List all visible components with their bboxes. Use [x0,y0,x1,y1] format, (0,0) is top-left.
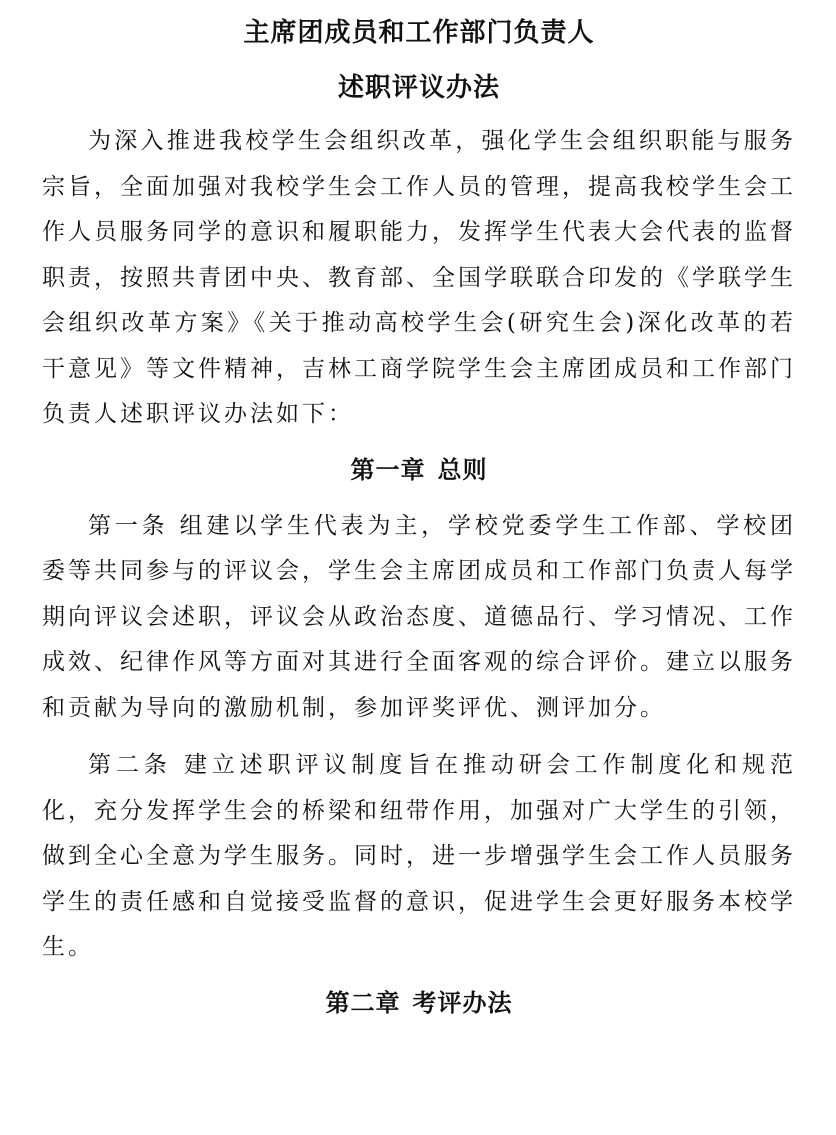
document-title-line-1: 主席团成员和工作部门负责人 [243,18,595,48]
document-title-line-2: 述职评议办法 [337,73,500,103]
chapter-2-name: 考评办法 [412,988,513,1017]
article-1-paragraph: 第一条 组建以学生代表为主，学校党委学生工作部、学校团委等共同参与的评议会，学生会主席团成员和工作部门负责人每学期向评议会述职，评议会从政治态度、道德品行、学习情况、工作成效、纪律作风等方面对其进行全面客观的综合评价。建立以服务和贡献为导向的激励机制，参加评奖评优、测评加分。 [42,512,796,721]
article-2-paragraph: 第二条 建立述职评议制度旨在推动研会工作制度化和规范化，充分发挥学生会的桥梁和纽带作用，加强对广大学生的引领，做到全心全意为学生服务。同时，进一步增强学生会工作人员服务学生的责任感和自觉接受监督的意识，促进学生会更好服务本校学生。 [42,752,796,960]
chapter-2-number: 第二章 [325,988,401,1017]
chapter-2-heading [42,981,796,1025]
chapter-1-name: 总则 [437,455,488,484]
chapter-1-heading [42,448,796,492]
chapter-1-number: 第一章 [350,455,426,484]
intro-paragraph: 为深入推进我校学生会组织改革，强化学生会组织职能与服务宗旨，全面加强对我校学生会工作人员的管理，提高我校学生会工作人员服务同学的意识和履职能力，发挥学生代表大会代表的监督职责，按照共青团中央、教育部、全国学联联合印发的《学联学生会组织改革方案》《关于推动高校学生会(研究生会)深化改革的若干意见》等文件精神，吉林工商学院学生会主席团成员和工作部门负责人述职评议办法如下： [42,128,796,427]
